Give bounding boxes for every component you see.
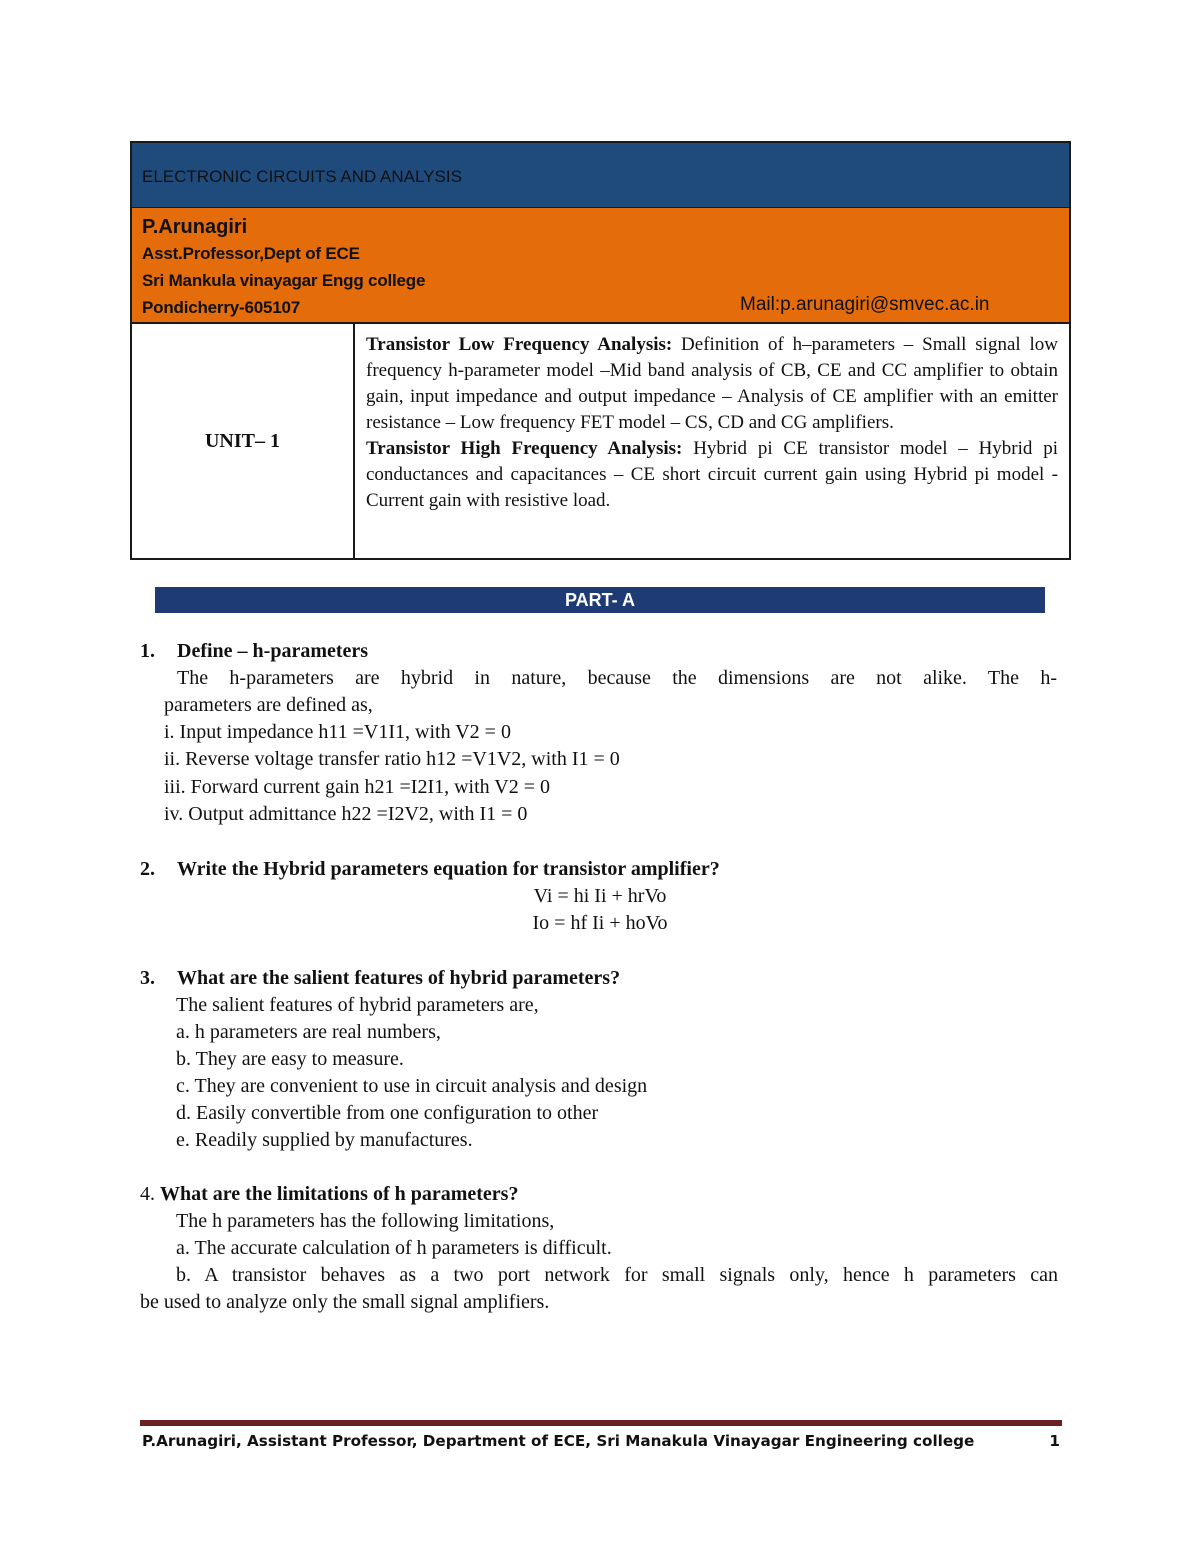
- course-header-table: [130, 141, 1071, 560]
- author-designation: Asst.Professor,Dept of ECE: [142, 244, 360, 263]
- topic2-text: Hybrid pi CE transistor model – Hybrid pi conductances and capacitances – CE short circuit current gain using Hybrid pi model - Current gain with resistive load.: [366, 438, 1058, 511]
- question-4-heading: [140, 1183, 518, 1206]
- author-block: [132, 208, 1069, 324]
- q1-item-4: iv. Output admittance h22 =I2V2, with I1 = 0: [164, 803, 528, 825]
- question-2-number: 2.: [140, 858, 155, 880]
- question-3-heading: [140, 967, 620, 990]
- unit-row: [132, 324, 1069, 558]
- q4-intro: The h parameters has the following limitations,: [176, 1210, 555, 1232]
- q3-item-b: b. They are easy to measure.: [176, 1048, 404, 1070]
- unit-label: UNIT– 1: [132, 324, 355, 558]
- part-a-heading: PART- A: [155, 587, 1045, 613]
- q4-item-b-line2: be used to analyze only the small signal amplifiers.: [140, 1291, 550, 1313]
- author-mail: Mail:p.arunagiri@smvec.ac.in: [740, 294, 990, 315]
- topic1-title: Transistor Low Frequency Analysis:: [366, 334, 673, 355]
- topic2-title: Transistor High Frequency Analysis:: [366, 438, 683, 459]
- author-college: Sri Mankula vinayagar Engg college: [142, 271, 426, 290]
- author-name: P.Arunagiri: [142, 216, 248, 238]
- page-number: 1: [1049, 1432, 1060, 1450]
- course-title: ELECTRONIC CIRCUITS AND ANALYSIS: [132, 143, 1069, 208]
- unit-syllabus: [355, 324, 1069, 558]
- q3-item-c: c. They are convenient to use in circuit analysis and design: [176, 1075, 648, 1097]
- question-4-title: What are the limitations of h parameters?: [160, 1183, 519, 1205]
- question-1-number: 1.: [140, 640, 155, 662]
- q3-item-e: e. Readily supplied by manufactures.: [176, 1129, 473, 1151]
- q3-item-d: d. Easily convertible from one configuration to other: [176, 1102, 599, 1124]
- q1-item-3: iii. Forward current gain h21 =I2I1, with V2 = 0: [164, 776, 551, 798]
- question-1-title: Define – h-parameters: [177, 640, 369, 662]
- footer-rule: [140, 1420, 1062, 1426]
- question-2-title: Write the Hybrid parameters equation for transistor amplifier?: [177, 858, 720, 880]
- question-4-number: 4.: [140, 1183, 155, 1205]
- question-3-number: 3.: [140, 967, 155, 989]
- q1-intro-line2: parameters are defined as,: [164, 694, 373, 716]
- author-location: Pondicherry-605107: [142, 298, 300, 317]
- q4-item-a: a. The accurate calculation of h parameters is difficult.: [176, 1237, 612, 1259]
- q1-intro-line1: The h-parameters are hybrid in nature, because the dimensions are not alike. The h-: [177, 667, 1057, 689]
- question-2-heading: [140, 858, 720, 881]
- q2-equation-2: Io = hf Ii + hoVo: [532, 912, 668, 934]
- q1-item-1: i. Input impedance h11 =V1I1, with V2 = 0: [164, 721, 511, 743]
- question-1-heading: [140, 640, 368, 663]
- q4-item-b-line1: b. A transistor behaves as a two port network for small signals only, hence h parameters can: [176, 1264, 1058, 1286]
- footer-text: P.Arunagiri, Assistant Professor, Department of ECE, Sri Manakula Vinayagar Engineering college: [142, 1432, 975, 1450]
- topic1-text: Definition of h–parameters – Small signal low frequency h-parameter model –Mid band analysis of CB, CE and CC amplifier to obtain gain, input impedance and output impedance – Analysis of CE amplifier with an emitter resistance – Low frequency FET model – CS, CD and CG amplifiers.: [366, 334, 1059, 433]
- q2-equation-1: Vi = hi Ii + hrVo: [533, 885, 667, 907]
- q3-intro: The salient features of hybrid parameters are,: [176, 994, 539, 1016]
- q1-item-2: ii. Reverse voltage transfer ratio h12 =V1V2, with I1 = 0: [164, 748, 620, 770]
- question-3-title: What are the salient features of hybrid parameters?: [177, 967, 621, 989]
- page-footer: [142, 1432, 1062, 1450]
- q3-item-a: a. h parameters are real numbers,: [176, 1021, 441, 1043]
